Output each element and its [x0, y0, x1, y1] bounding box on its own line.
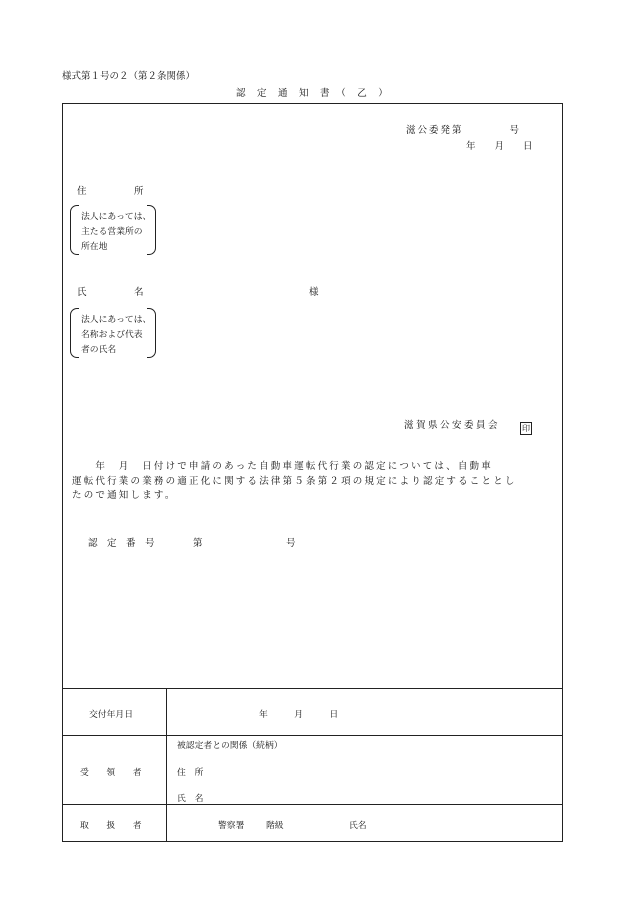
name-note-line: 名称および代表 [81, 330, 143, 340]
body-line: 年 月 日付けで申請のあった自動車運転代行業の認定については、自動車 [72, 461, 493, 472]
table-column-divider [166, 688, 167, 842]
body-line: 運転代行業の業務の適正化に関する法律第５条第２項の規定により認定することとし [72, 475, 517, 487]
recipient-name: 氏 名 [177, 794, 204, 804]
table-top-line [62, 688, 563, 689]
recipient-relation: 被認定者との関係（続柄） [177, 741, 283, 751]
address-note-bracket [70, 205, 156, 255]
honorific: 様 [309, 287, 319, 298]
issue-date-value: 年 月 日 [259, 710, 339, 720]
name-note-bracket [70, 308, 156, 358]
issue-date: 年 月 日 [466, 141, 533, 152]
handler-station: 警察署 [218, 821, 245, 831]
recipient-label: 受 領 者 [80, 768, 142, 778]
table-row-divider [62, 804, 563, 805]
address-note-line: 所在地 [81, 242, 108, 252]
doc-number: 滋公委発第 号 [406, 125, 522, 136]
name-note-line: 法人にあっては、 [81, 315, 152, 325]
cert-number-suffix: 号 [286, 538, 296, 549]
handler-name: 氏名 [349, 821, 367, 831]
page-title: 認 定 通 知 書 （ 乙 ） [236, 88, 389, 99]
address-note-line: 主たる営業所の [81, 227, 143, 237]
seal-mark: 印 [522, 424, 530, 433]
handler-rank: 階級 [266, 821, 284, 831]
body-line: たので通知します。 [72, 490, 177, 501]
form-label: 様式第１号の２（第２条関係） [62, 71, 196, 82]
recipient-address: 住 所 [177, 768, 204, 778]
address-note-line: 法人にあっては、 [81, 212, 152, 222]
issuer-name: 滋賀県公安委員会 [404, 420, 501, 431]
name-note-line: 者の氏名 [81, 345, 117, 355]
cert-number-label: 認 定 番 号 [88, 538, 155, 549]
handler-label: 取 扱 者 [80, 821, 142, 831]
name-label: 氏 名 [77, 287, 144, 298]
cert-number-prefix: 第 [193, 538, 203, 549]
body-text [72, 460, 556, 504]
issue-date-label: 交付年月日 [89, 710, 133, 720]
table-row-divider [62, 735, 563, 736]
address-label: 住 所 [77, 186, 144, 197]
